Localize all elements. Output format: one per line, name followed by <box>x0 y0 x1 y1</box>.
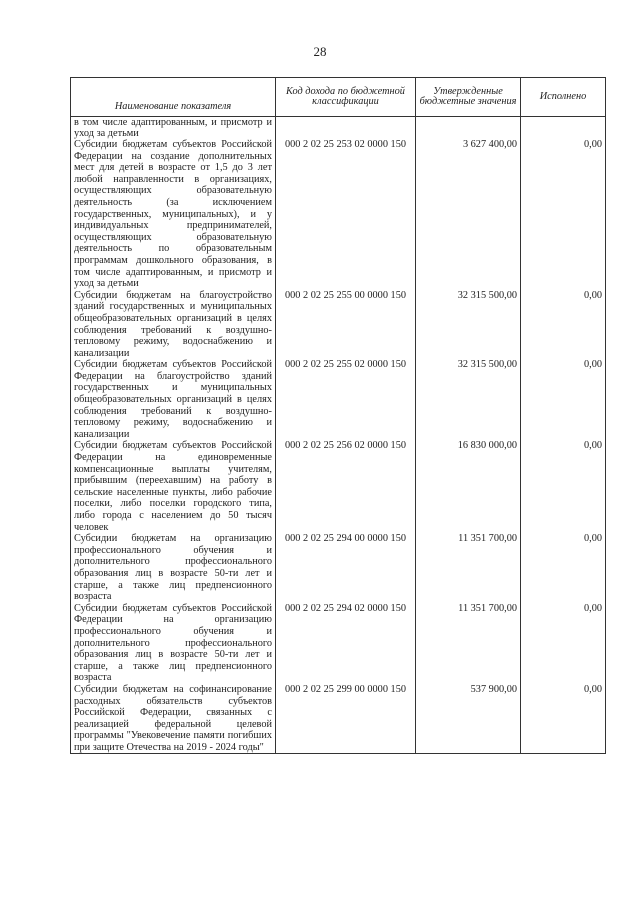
cell-name: Субсидии бюджетам субъектов Российской Федерации на благоустройство зданий государственных и муниципальных общеобразовательных организаций в целях соблюдения требований к воздушно-тепловому режиму, водоснабжению и канализации <box>71 359 276 440</box>
cell-code: 000 2 02 25 256 02 0000 150 <box>276 440 416 533</box>
cell-code: 000 2 02 25 299 00 0000 150 <box>276 684 416 754</box>
cell-executed: 0,00 <box>521 533 606 603</box>
cell-approved: 537 900,00 <box>416 684 521 754</box>
cell-approved: 32 315 500,00 <box>416 290 521 360</box>
cell-name: Субсидии бюджетам субъектов Российской Федерации на единовременные компенсационные выплаты учителям, прибывшим (переехавшим) на работу в сельские населенные пункты, либо рабочие поселки, либо поселки городского типа, либо города с населением до 50 тысяч человек <box>71 440 276 533</box>
cell-name: Субсидии бюджетам на организацию профессионального обучения и дополнительного профессионального образования лиц в возрасте 50-ти лет и старше, а также лиц предпенсионного возраста <box>71 533 276 603</box>
cell-executed: 0,00 <box>521 684 606 754</box>
cell-approved: 11 351 700,00 <box>416 533 521 603</box>
cell-code: 000 2 02 25 255 02 0000 150 <box>276 359 416 440</box>
cell-approved: 11 351 700,00 <box>416 603 521 684</box>
table-header-row <box>71 78 606 117</box>
budget-income-table <box>70 77 606 754</box>
table-row <box>71 684 606 754</box>
cell-approved: 32 315 500,00 <box>416 359 521 440</box>
cell-executed: 0,00 <box>521 290 606 360</box>
cell-code: 000 2 02 25 255 00 0000 150 <box>276 290 416 360</box>
header-executed: Исполнено <box>521 78 606 117</box>
cell-code: 000 2 02 25 294 02 0000 150 <box>276 603 416 684</box>
cell-code: 000 2 02 25 253 02 0000 150 <box>276 139 416 290</box>
cell-name: в том числе адаптированным, и присмотр и уход за детьми <box>71 117 276 140</box>
cell-executed: 0,00 <box>521 440 606 533</box>
header-indicator-name: Наименование показателя <box>71 78 276 117</box>
table-row <box>71 290 606 360</box>
cell-approved: 3 627 400,00 <box>416 139 521 290</box>
table-row <box>71 440 606 533</box>
cell-code: 000 2 02 25 294 00 0000 150 <box>276 533 416 603</box>
table-row <box>71 139 606 290</box>
table-row <box>71 603 606 684</box>
cell-approved: 16 830 000,00 <box>416 440 521 533</box>
cell-name: Субсидии бюджетам субъектов Российской Федерации на создание дополнительных мест для детей в возрасте от 1,5 до 3 лет любой направленности в организациях, осуществляющих образовательную деятельность (за исключением государственных, муниципальных), и у индивидуальных предпринимателей, осуществляющих образовательную деятельность по образовательным программам дошкольного образования, в том числе адаптированным, и присмотр и уход за детьми <box>71 139 276 290</box>
cell-executed: 0,00 <box>521 603 606 684</box>
header-income-code: Код дохода по бюджетной классификации <box>276 78 416 117</box>
cell-executed: 0,00 <box>521 139 606 290</box>
table-row-continuation <box>71 117 606 140</box>
table-row <box>71 533 606 603</box>
cell-name: Субсидии бюджетам на благоустройство зданий государственных и муниципальных общеобразовательных организаций в целях соблюдения требований к воздушно-тепловому режиму, водоснабжению и канализации <box>71 290 276 360</box>
cell-name: Субсидии бюджетам субъектов Российской Федерации на организацию профессионального обучения и дополнительного профессионального образования лиц в возрасте 50-ти лет и старше, а также лиц предпенсионного возраста <box>71 603 276 684</box>
header-approved-values: Утвержденные бюджетные значения <box>416 78 521 117</box>
table-row <box>71 359 606 440</box>
page-number: 28 <box>313 44 327 59</box>
cell-name: Субсидии бюджетам на софинансирование расходных обязательств субъектов Российской Федерации, связанных с реализацией федеральной целевой программы "Увековечение памяти погибших при защите Отечества на 2019 - 2024 годы" <box>71 684 276 754</box>
cell-executed: 0,00 <box>521 359 606 440</box>
